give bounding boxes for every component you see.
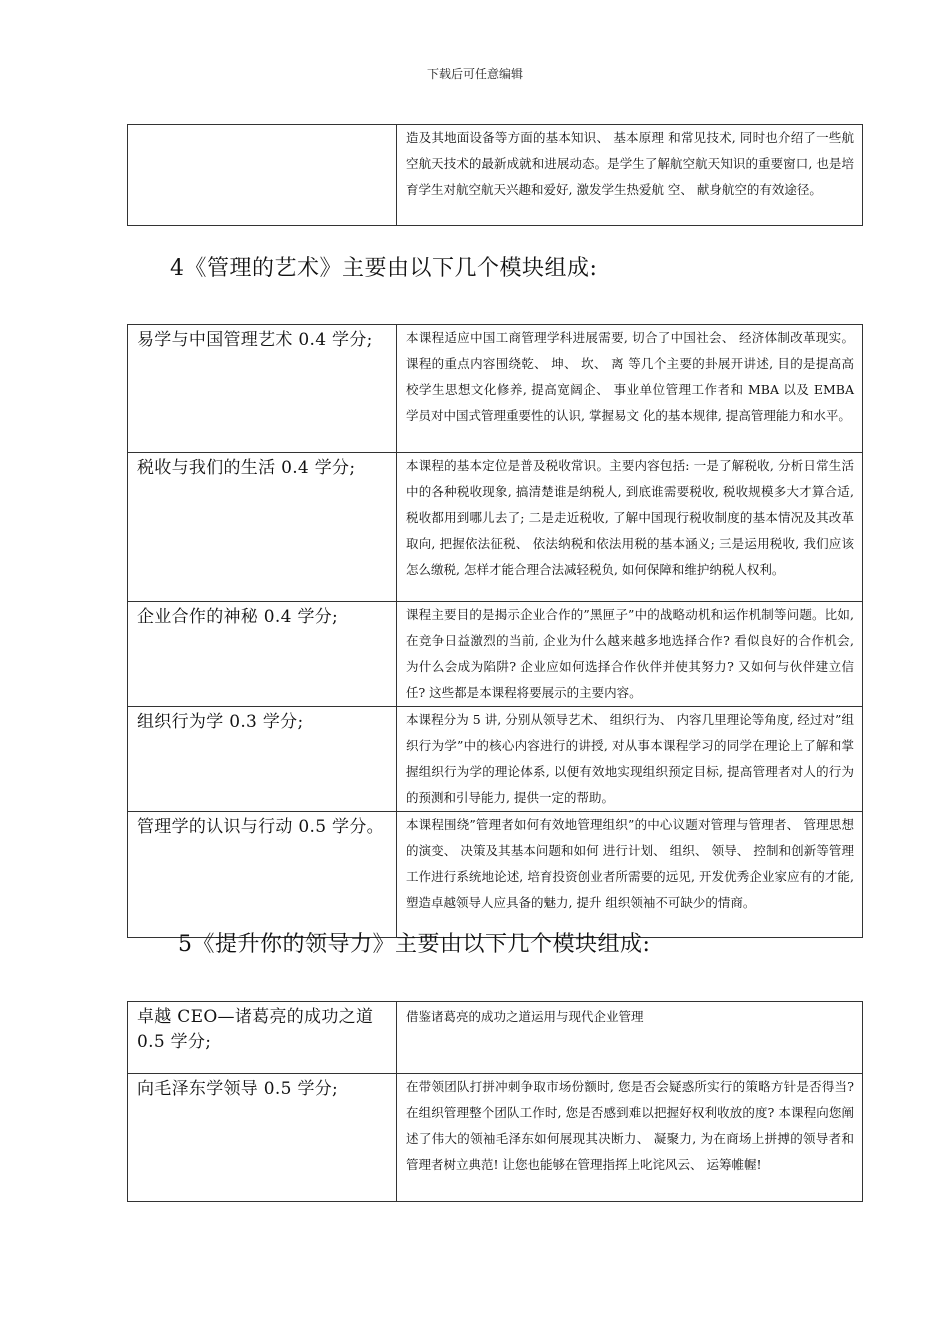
- module-description-cell: 本课程围绕”管理者如何有效地管理组织”的中心议题对管理与管理者、 管理思想的演变、 决策及其基本问题和如何 进行计划、 组织、 领导、 控制和创新等管理工作进行系统地论述, 培育投资创业者所需要的远见, 开发优秀企业家应有的才能, 塑造卓越领导人应具备的魅力, 提升 组织领袖不可缺少的情商。: [397, 812, 863, 938]
- page-header: 下载后可任意编辑: [426, 67, 523, 81]
- leadership-module-table: [127, 1001, 863, 1202]
- table-row: [128, 1002, 863, 1074]
- module-description-cell: 课程主要目的是揭示企业合作的”黑匣子”中的战略动机和运作机制等问题。比如, 在竞争日益激烈的当前, 企业为什么越来越多地选择合作? 看似良好的合作机会, 为什么会成为陷阱? 企业应如何选择合作伙伴并使其努力? 又如何与伙伴建立信任? 这些都是本课程将要展示的主要内容。: [397, 602, 863, 707]
- table-row: [128, 707, 863, 812]
- module-name-cell: 卓越 CEO—诸葛亮的成功之道 0.5 学分;: [128, 1002, 397, 1074]
- table-row: [128, 602, 863, 707]
- module-name-cell: 税收与我们的生活 0.4 学分;: [128, 453, 397, 602]
- module-description-cell: 造及其地面设备等方面的基本知识、 基本原理 和常见技术, 同时也介绍了一些航空航天技术的最新成就和进展动态。是学生了解航空航天知识的重要窗口, 也是培育学生对航空航天兴趣和爱好, 激发学生热爱航 空、 献身航空的有效途径。: [397, 125, 863, 226]
- module-description-cell: 本课程适应中国工商管理学科进展需要, 切合了中国社会、 经济体制改革现实。课程的重点内容围绕乾、 坤、 坎、 离 等几个主要的卦展开讲述, 目的是提高高校学生思想文化修养, 提高宽阔企、 事业单位管理工作者和 MBA 以及 EMBA 学员对中国式管理重要性的认识, 掌握易文 化的基本规律, 提高管理能力和水平。: [397, 325, 863, 453]
- table-row: [128, 812, 863, 938]
- section-5-heading: 5《提升你的领导力》主要由以下几个模块组成:: [178, 932, 651, 957]
- module-name-cell: 管理学的认识与行动 0.5 学分。: [128, 812, 397, 938]
- management-art-module-table: [127, 324, 863, 938]
- module-description-cell: 借鉴诸葛亮的成功之道运用与现代企业管理: [397, 1002, 863, 1074]
- module-name-cell: [128, 125, 397, 226]
- course-table-continued: [127, 124, 863, 226]
- section-4-heading: 4《管理的艺术》主要由以下几个模块组成:: [170, 256, 598, 281]
- table-row: [128, 453, 863, 602]
- module-description-cell: 在带领团队打拼冲刺争取市场份额时, 您是否会疑惑所实行的策略方针是否得当? 在组织管理整个团队工作时, 您是否感到难以把握好权利收放的度? 本课程向您阐述了伟大的领袖毛泽东如何展现其决断力、 凝聚力, 为在商场上拼搏的领导者和管理者树立典范! 让您也能够在管理指挥上叱诧风云、 运筹帷幄!: [397, 1074, 863, 1202]
- module-name-cell: 向毛泽东学领导 0.5 学分;: [128, 1074, 397, 1202]
- table-row: [128, 1074, 863, 1202]
- module-name-cell: 企业合作的神秘 0.4 学分;: [128, 602, 397, 707]
- module-description-cell: 本课程分为 5 讲, 分别从领导艺术、 组织行为、 内容几里理论等角度, 经过对”组织行为学”中的核心内容进行的讲授, 对从事本课程学习的同学在理论上了解和掌握组织行为学的理论体系, 以便有效地实现组织预定目标, 提高管理者对人的行为的预测和引导能力, 提供一定的帮助。: [397, 707, 863, 812]
- module-description-cell: 本课程的基本定位是普及税收常识。主要内容包括: 一是了解税收, 分析日常生活中的各种税收现象, 搞清楚谁是纳税人, 到底谁需要税收, 税收规模多大才算合适, 税收都用到哪儿去了; 二是走近税收, 了解中国现行税收制度的基本情况及其改革取向, 把握依法征税、 依法纳税和依法用税的基本涵义; 三是运用税收, 我们应该怎么缴税, 怎样才能合理合法减轻税负, 如何保障和维护纳税人权利。: [397, 453, 863, 602]
- table-row: [128, 325, 863, 453]
- table-row: [128, 125, 863, 226]
- module-name-cell: 易学与中国管理艺术 0.4 学分;: [128, 325, 397, 453]
- module-name-cell: 组织行为学 0.3 学分;: [128, 707, 397, 812]
